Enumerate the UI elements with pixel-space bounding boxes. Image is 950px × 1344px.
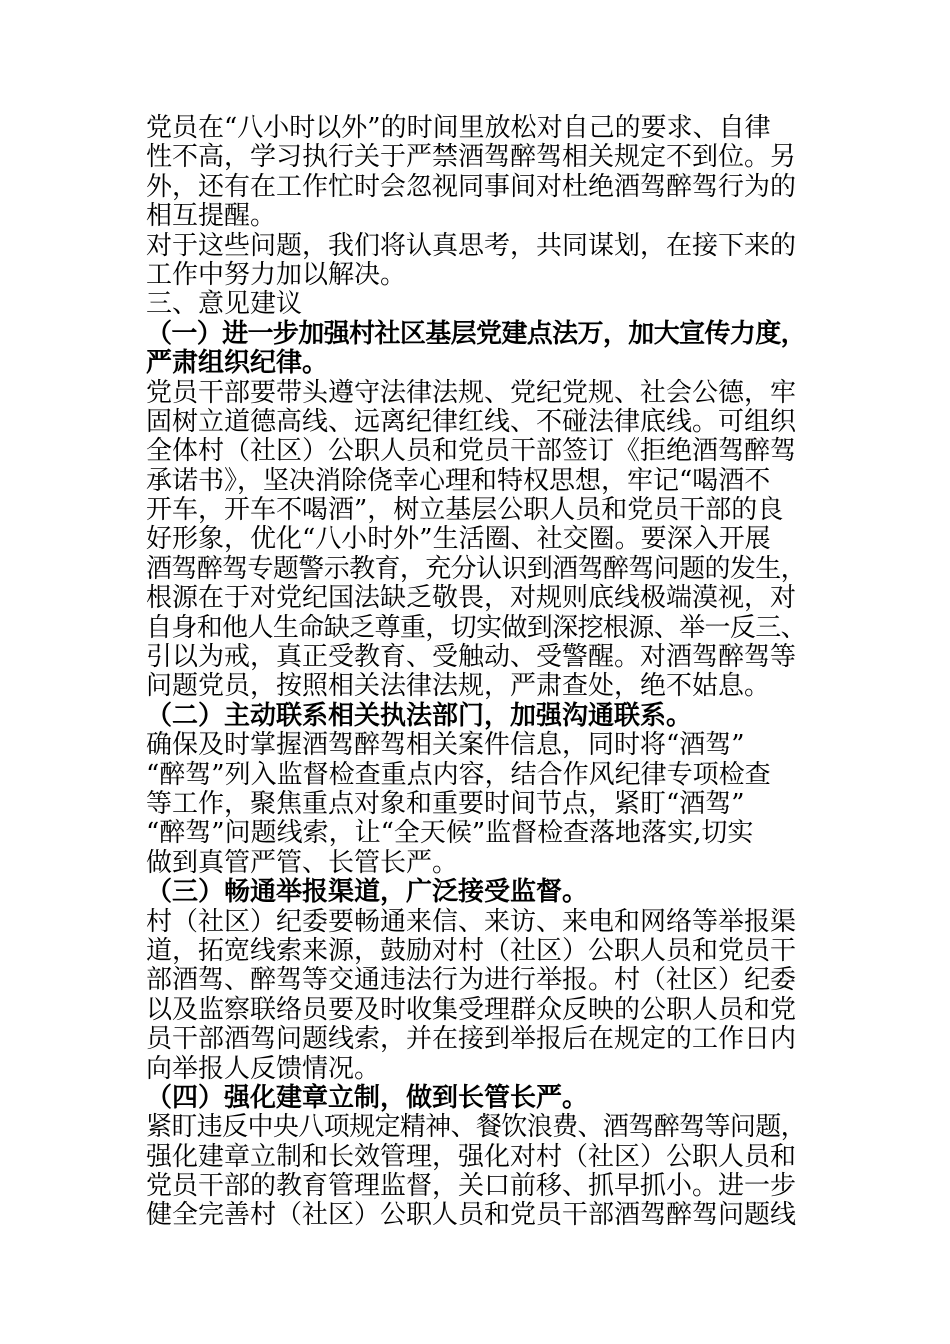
text-line: 三、意见建议 (146, 289, 303, 320)
text-line: 党员在“八小时以外”的时间里放松对自己的要求、自律 (146, 113, 771, 143)
section-heading-line: （三）畅通举报渠道，广泛接受监督。 (146, 877, 589, 908)
text-line: 党员干部的教育管理监督，关口前移、抓早抓小。进一步 (146, 1171, 797, 1202)
text-line: 全体村（社区）公职人员和党员干部签订《拒绝酒驾醉驾 (146, 436, 797, 467)
text-line: 道，拓宽线索来源，鼓励对村（社区）公职人员和党员干 (146, 935, 797, 966)
section-heading-line: （一）进一步加强村社区基层党建点法万，加大宣传力度， (146, 318, 807, 349)
text-line: 村（社区）纪委要畅通来信、来访、来电和网络等举报渠 (146, 906, 797, 937)
text-line: 好形象，优化“八小时外”生活圈、社交圈。要深入开展 (146, 524, 771, 555)
text-line: 工作中努力加以解决。 (146, 259, 407, 290)
text-line: “醉驾”列入监督检查重点内容，结合作风纪律专项检查 (146, 759, 771, 790)
text-line: 向举报人反馈情况。 (146, 1053, 381, 1084)
text-line: 部酒驾、醉驾等交通违法行为进行举报。村（社区）纪委 (146, 965, 797, 996)
document-page (146, 114, 806, 1231)
text-line: 相互提醒。 (146, 201, 277, 232)
text-line: 自身和他人生命缺乏尊重，切实做到深挖根源、举一反三、 (146, 612, 807, 643)
text-line: 强化建章立制和长效管理，强化对村（社区）公职人员和 (146, 1141, 797, 1172)
text-line: 确保及时掌握酒驾醉驾相关案件信息，同时将“酒驾” (146, 730, 745, 761)
text-line: 党员干部要带头遵守法律法规、党纪党规、社会公德，牢 (146, 377, 797, 408)
section-heading-line: （二）主动联系相关执法部门，加强沟通联系。 (146, 700, 693, 731)
section-heading-line: 严肃组织纪律。 (146, 348, 329, 379)
text-line: 健全完善村（社区）公职人员和党员干部酒驾醉驾问题线 (146, 1200, 797, 1231)
text-line: 承诺书》，坚决消除侥幸心理和特权思想，牢记“喝酒不 (146, 465, 771, 496)
section-heading-line: （四）强化建章立制，做到长管长严。 (146, 1082, 589, 1113)
text-line: “醉驾”问题线索，让“全天候”监督检查落地落实,切实 (146, 818, 754, 849)
text-line: 以及监察联络员要及时收集受理群众反映的公职人员和党 (146, 994, 797, 1025)
text-line: 开车，开车不喝酒”，树立基层公职人员和党员干部的良 (146, 495, 784, 526)
text-line: 问题党员，按照相关法律法规，严肃查处，绝不姑息。 (146, 671, 771, 702)
text-line: 员干部酒驾问题线索，并在接到举报后在规定的工作日内 (146, 1024, 797, 1055)
text-line: 固树立道德高线、远离纪律红线、不碰法律底线。可组织 (146, 406, 797, 437)
text-line: 对于这些问题，我们将认真思考，共同谋划，在接下来的 (146, 230, 797, 261)
text-line: 性不高，学习执行关于严禁酒驾醉驾相关规定不到位。另 (146, 142, 797, 173)
text-line: 引以为戒，真正受教育、受触动、受警醒。对酒驾醉驾等 (146, 642, 797, 673)
text-line: 酒驾醉驾专题警示教育，充分认识到酒驾醉驾问题的发生， (146, 553, 807, 584)
text-line: 紧盯违反中央八项规定精神、餐饮浪费、酒驾醉驾等问题， (146, 1112, 807, 1143)
text-line: 做到真管严管、长管长严。 (146, 847, 459, 878)
text-line: 等工作，聚焦重点对象和重要时间节点，紧盯“酒驾” (146, 788, 745, 819)
text-line: 外，还有在工作忙时会忽视同事间对杜绝酒驾醉驾行为的 (146, 171, 797, 202)
text-line: 根源在于对党纪国法缺乏敬畏，对规则底线极端漠视，对 (146, 583, 797, 614)
